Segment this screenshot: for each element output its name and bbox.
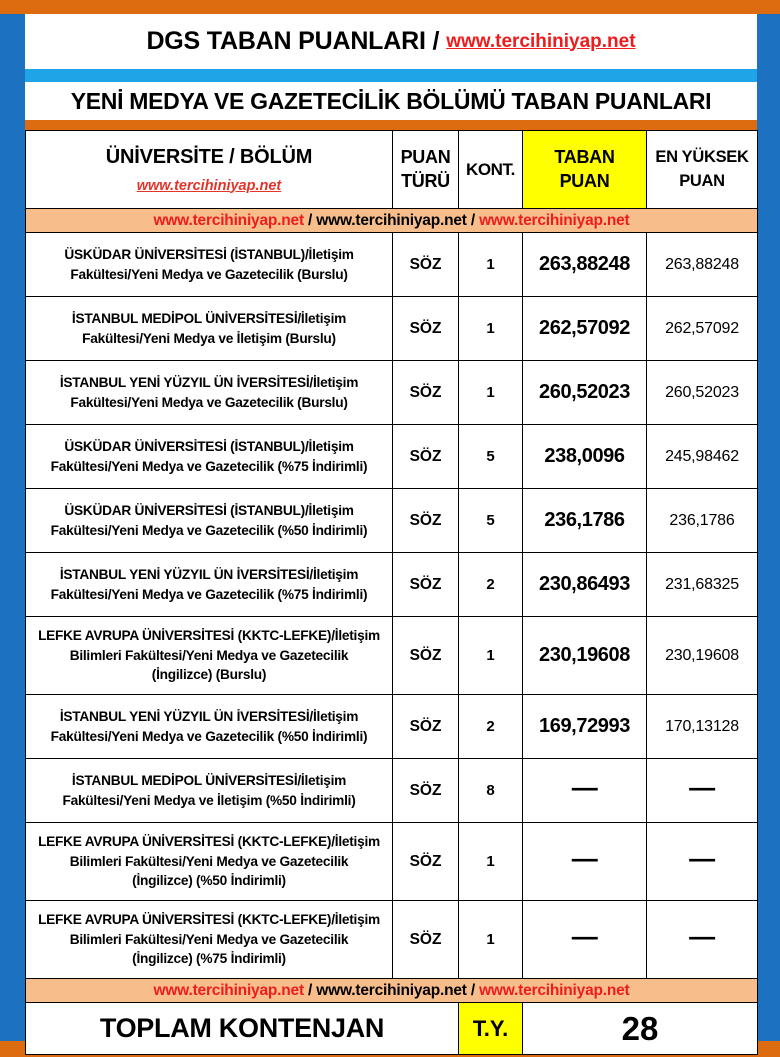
column-header-base-score: [523, 131, 647, 209]
page-title: [25, 14, 757, 69]
column-header-quota-label: KONT.: [465, 159, 515, 179]
cell-university-line: İSTANBUL YENİ YÜZYIL ÜN İVERSİTESİ/İletişim: [59, 566, 359, 582]
table-row[interactable]: [26, 361, 758, 425]
table-row[interactable]: [26, 617, 758, 695]
cell-max-score: [647, 759, 758, 823]
cell-university-line: Bilimleri Fakültesi/Yeni Medya ve Gazetecilik: [69, 853, 349, 869]
content-area: [25, 14, 757, 1047]
table-row[interactable]: [26, 695, 758, 759]
cell-max-score: 170,13128: [647, 695, 758, 759]
cell-university-line: (İngilizce) (%75 İndirimli): [132, 951, 286, 967]
cell-university: [26, 901, 393, 979]
cell-score-type: SÖZ: [393, 297, 459, 361]
total-row: [26, 1003, 758, 1055]
cell-quota: 5: [459, 425, 523, 489]
empty-value-dash: —: [689, 772, 715, 802]
cell-university-line: ÜSKÜDAR ÜNİVERSİTESİ (İSTANBUL)/İletişim: [64, 246, 354, 262]
column-header-university-label: ÜNİVERSİTE / BÖLÜM: [105, 145, 313, 168]
cell-score-type: SÖZ: [393, 759, 459, 823]
cell-university-line: LEFKE AVRUPA ÜNİVERSİTESİ (KKTC-LEFKE)/İletişim: [38, 911, 380, 927]
divider-orange: [25, 120, 757, 130]
cell-university-line: Fakültesi/Yeni Medya ve İletişim (%50 İndirimli): [62, 792, 356, 808]
column-header-quota: [459, 131, 523, 209]
cell-base-score: 169,72993: [523, 695, 647, 759]
cell-university-line: İSTANBUL MEDİPOL ÜNİVERSİTESİ/İletişim: [71, 772, 347, 788]
cell-score-type: SÖZ: [393, 361, 459, 425]
cell-university: [26, 759, 393, 823]
empty-value-dash: —: [571, 772, 598, 802]
url-band-row-top: [26, 209, 758, 233]
cell-university-line: İSTANBUL YENİ YÜZYIL ÜN İVERSİTESİ/İletişim: [59, 374, 359, 390]
divider-blue: [25, 69, 757, 82]
table-row[interactable]: [26, 425, 758, 489]
cell-university: [26, 425, 393, 489]
url-band-part-3[interactable]: www.tercihiniyap.net: [479, 981, 630, 999]
cell-max-score: 245,98462: [647, 425, 758, 489]
url-band-part-2[interactable]: www.tercihiniyap.net: [316, 981, 467, 999]
cell-university-line: İSTANBUL YENİ YÜZYIL ÜN İVERSİTESİ/İletişim: [59, 708, 359, 724]
cell-university: [26, 489, 393, 553]
table-row[interactable]: [26, 901, 758, 979]
cell-quota: 1: [459, 361, 523, 425]
url-band-cell: [26, 979, 758, 1003]
page-subtitle-text: YENİ MEDYA VE GAZETECİLİK BÖLÜMÜ TABAN PUANLARI: [70, 87, 712, 114]
cell-base-score: [523, 823, 647, 901]
url-band-cell: [26, 209, 758, 233]
cell-max-score: [647, 901, 758, 979]
page-title-text: DGS TABAN PUANLARI /: [146, 27, 440, 55]
cell-base-score: 262,57092: [523, 297, 647, 361]
column-header-score-type-line1: PUAN: [400, 146, 451, 167]
cell-university: [26, 695, 393, 759]
table-row[interactable]: [26, 823, 758, 901]
url-band-separator-2: /: [466, 981, 480, 999]
column-header-max-score-line1: EN YÜKSEK: [655, 148, 749, 167]
cell-university-line: Fakültesi/Yeni Medya ve Gazetecilik (%50 İndirimli): [50, 522, 368, 538]
cell-quota: 2: [459, 695, 523, 759]
cell-university: [26, 553, 393, 617]
cell-university-line: (İngilizce) (Burslu): [151, 667, 267, 683]
column-header-max-score: [647, 131, 758, 209]
column-header-university: [26, 131, 393, 209]
url-band-part-1[interactable]: www.tercihiniyap.net: [153, 981, 304, 999]
cell-university: [26, 617, 393, 695]
empty-value-dash: —: [689, 921, 715, 951]
cell-score-type: SÖZ: [393, 425, 459, 489]
cell-base-score: 260,52023: [523, 361, 647, 425]
column-header-base-score-line2: PUAN: [559, 170, 610, 191]
column-header-score-type: [393, 131, 459, 209]
cell-score-type: SÖZ: [393, 617, 459, 695]
cell-score-type: SÖZ: [393, 489, 459, 553]
cell-university: [26, 233, 393, 297]
cell-quota: 1: [459, 233, 523, 297]
frame-left-bar: [0, 14, 25, 1041]
cell-university-line: Bilimleri Fakültesi/Yeni Medya ve Gazetecilik: [69, 647, 349, 663]
cell-university-line: LEFKE AVRUPA ÜNİVERSİTESİ (KKTC-LEFKE)/İletişim: [38, 833, 380, 849]
cell-max-score: 230,19608: [647, 617, 758, 695]
cell-university-line: İSTANBUL MEDİPOL ÜNİVERSİTESİ/İletişim: [71, 310, 347, 326]
cell-university-line: Fakültesi/Yeni Medya ve Gazetecilik (%75 İndirimli): [50, 458, 368, 474]
frame-top-bar: [0, 0, 780, 14]
page-subtitle: [25, 82, 757, 120]
total-quota-label: TOPLAM KONTENJAN: [26, 1003, 459, 1055]
cell-quota: 1: [459, 617, 523, 695]
table-row[interactable]: [26, 489, 758, 553]
total-quota-value: 28: [523, 1003, 758, 1055]
url-band-separator-2: /: [466, 211, 480, 229]
column-header-score-type-line2: TÜRÜ: [401, 170, 450, 191]
table-row[interactable]: [26, 759, 758, 823]
column-header-base-score-line1: TABAN: [554, 146, 615, 167]
cell-university: [26, 361, 393, 425]
cell-quota: 5: [459, 489, 523, 553]
cell-university-line: Fakültesi/Yeni Medya ve Gazetecilik (Burslu): [70, 394, 348, 410]
cell-max-score: 231,68325: [647, 553, 758, 617]
cell-max-score: 263,88248: [647, 233, 758, 297]
cell-quota: 1: [459, 901, 523, 979]
url-band-separator-1: /: [303, 981, 317, 999]
table-row[interactable]: [26, 233, 758, 297]
cell-max-score: 262,57092: [647, 297, 758, 361]
total-badge: T.Y.: [459, 1003, 523, 1055]
table-row[interactable]: [26, 553, 758, 617]
cell-score-type: SÖZ: [393, 901, 459, 979]
empty-value-dash: —: [571, 921, 598, 951]
cell-base-score: [523, 901, 647, 979]
url-band-part-3[interactable]: www.tercihiniyap.net: [479, 211, 630, 229]
url-band-part-1[interactable]: www.tercihiniyap.net: [153, 211, 304, 229]
cell-university-line: ÜSKÜDAR ÜNİVERSİTESİ (İSTANBUL)/İletişim: [64, 438, 354, 454]
cell-score-type: SÖZ: [393, 553, 459, 617]
empty-value-dash: —: [571, 843, 598, 873]
cell-university: [26, 823, 393, 901]
cell-score-type: SÖZ: [393, 233, 459, 297]
empty-value-dash: —: [689, 843, 715, 873]
url-band-part-2[interactable]: www.tercihiniyap.net: [316, 211, 467, 229]
cell-base-score: 263,88248: [523, 233, 647, 297]
cell-max-score: [647, 823, 758, 901]
cell-quota: 1: [459, 823, 523, 901]
cell-base-score: 230,86493: [523, 553, 647, 617]
table-row[interactable]: [26, 297, 758, 361]
cell-score-type: SÖZ: [393, 695, 459, 759]
cell-university-line: Fakültesi/Yeni Medya ve Gazetecilik (%50 İndirimli): [50, 728, 368, 744]
cell-university-line: Fakültesi/Yeni Medya ve Gazetecilik (Burslu): [70, 266, 348, 282]
cell-university-line: (İngilizce) (%50 İndirimli): [132, 873, 286, 889]
scores-table: [25, 130, 758, 1055]
cell-base-score: 238,0096: [523, 425, 647, 489]
frame-right-bar: [757, 14, 780, 1041]
cell-university-line: Fakültesi/Yeni Medya ve İletişim (Burslu): [82, 330, 336, 346]
cell-quota: 1: [459, 297, 523, 361]
cell-university-line: LEFKE AVRUPA ÜNİVERSİTESİ (KKTC-LEFKE)/İletişim: [38, 627, 380, 643]
cell-university-line: Fakültesi/Yeni Medya ve Gazetecilik (%75 İndirimli): [50, 586, 368, 602]
cell-score-type: SÖZ: [393, 823, 459, 901]
column-header-max-score-line2: PUAN: [679, 171, 725, 190]
cell-quota: 8: [459, 759, 523, 823]
cell-max-score: 260,52023: [647, 361, 758, 425]
cell-university: [26, 297, 393, 361]
cell-base-score: [523, 759, 647, 823]
cell-base-score: 230,19608: [523, 617, 647, 695]
cell-university-line: Bilimleri Fakültesi/Yeni Medya ve Gazetecilik: [69, 931, 349, 947]
page-title-url[interactable]: www.tercihiniyap.net: [446, 30, 636, 52]
cell-base-score: 236,1786: [523, 489, 647, 553]
table-header-row: [26, 131, 758, 209]
cell-quota: 2: [459, 553, 523, 617]
url-band-row-bottom: [26, 979, 758, 1003]
cell-university-line: ÜSKÜDAR ÜNİVERSİTESİ (İSTANBUL)/İletişim: [64, 502, 354, 518]
table-body: [26, 209, 758, 1055]
column-header-university-url[interactable]: www.tercihiniyap.net: [136, 177, 282, 194]
cell-max-score: 236,1786: [647, 489, 758, 553]
url-band-separator-1: /: [303, 211, 317, 229]
